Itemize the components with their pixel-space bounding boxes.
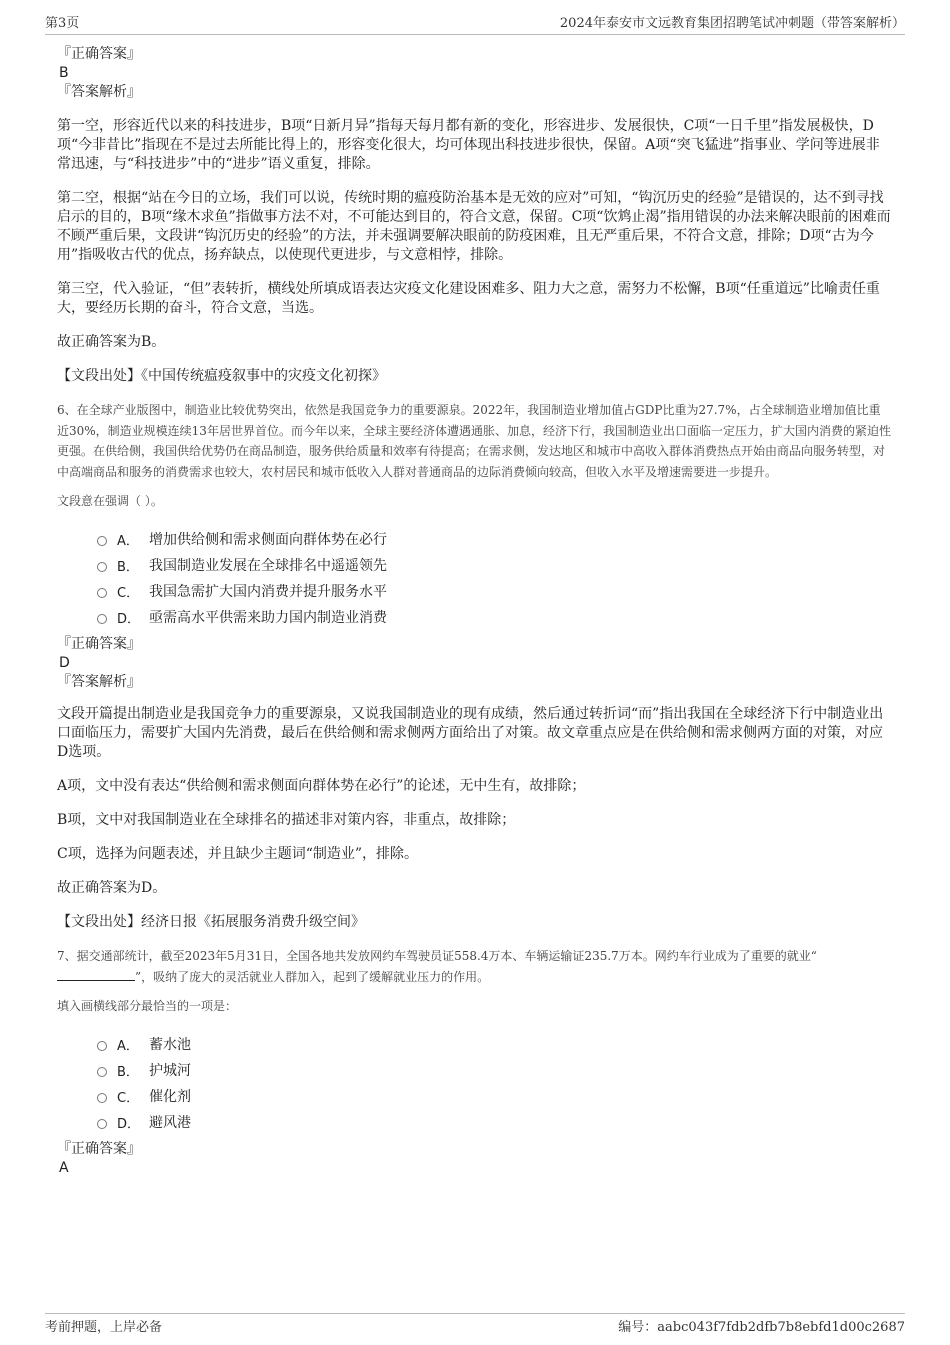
q7-answer-label: 『正确答案』	[57, 1141, 141, 1157]
q6-source: 【文段出处】经济日报《拓展服务消费升级空间》	[57, 914, 365, 930]
question-6	[57, 400, 892, 932]
radio-icon[interactable]	[97, 1041, 107, 1051]
q6-option-c[interactable]: C． 我国急需扩大国内消费并提升服务水平	[97, 578, 892, 604]
q5-answer-block	[57, 44, 892, 386]
q6-answer: D	[59, 655, 70, 671]
q5-analysis-paragraph-2: 第二空，根据“站在今日的立场，我们可以说，传统时期的瘟疫防治基本是无效的应对”可知，“钩沉历史的经验”是错误的，达不到寻找启示的目的，B项“缘木求鱼”指做事方法不对，不可能达到目的，符合文意，保留。C项“饮鸩止渴”指用错误的办法来解决眼前的困难而不顾严重后果，文段讲“钩沉历史的经验”的方法，并未强调要解决眼前的防疫困难，且无严重后果，不符合文意，排除；D项“古为今用”指吸收古代的优点，扬弃缺点，以使现代更进步，与文意相悖，排除。	[57, 190, 891, 263]
page-content	[57, 44, 892, 1177]
q6-analysis-paragraph-3: B项，文中对我国制造业在全球排名的描述非对策内容，非重点，故排除；	[57, 812, 516, 828]
q6-options	[57, 526, 892, 630]
q7-option-a[interactable]: A． 蓄水池	[97, 1031, 892, 1057]
q6-analysis-label: 『答案解析』	[57, 674, 141, 690]
q7-passage: 7、据交通部统计，截至2023年5月31日，全国各地共发放网约车驾驶员证558.4万本、车辆运输证235.7万本。网约车行业成为了重要的就业“”，吸纳了庞大的灵活就业人群加入，起到了缓解就业压力的作用。	[57, 949, 817, 984]
q7-option-c[interactable]: C． 催化剂	[97, 1083, 892, 1109]
page-number: 第3页	[45, 16, 80, 31]
q6-answer-label: 『正确答案』	[57, 636, 141, 652]
radio-icon[interactable]	[97, 536, 107, 546]
q5-analysis-paragraph-3: 第三空，代入验证，“但”表转折，横线处所填成语表达灾疫文化建设困难多、阻力大之意，需努力不松懈，B项“任重道远”比喻责任重大，要经历长期的奋斗，符合文意，当选。	[57, 281, 880, 316]
q6-analysis-paragraph-1: 文段开篇提出制造业是我国竞争力的重要源泉，又说我国制造业的现有成绩，然后通过转折词“而”指出我国在全球经济下行中制造业出口面临压力，需要扩大国内先消费，最后在供给侧和需求侧两方面给出了对策。故文章重点应是在供给侧和需求侧两方面的对策，对应D选项。	[57, 706, 884, 760]
q6-option-d[interactable]: D． 亟需高水平供需来助力国内制造业消费	[97, 604, 892, 630]
page-header	[45, 12, 905, 35]
footer-slogan: 考前押题，上岸必备	[45, 1320, 163, 1335]
fill-blank	[57, 970, 135, 981]
question-7	[57, 946, 892, 1177]
q6-stem: 文段意在强调（ ）。	[57, 494, 163, 508]
q5-analysis-paragraph-1: 第一空，形容近代以来的科技进步，B项“日新月异”指每天每月都有新的变化，形容进步、发展很快，C项“一日千里”指发展极快，D项“今非昔比”指现在不是过去所能比得上的，形容变化很大，均可体现出科技进步很快，保留。A项“突飞猛进”指事业、学问等进展非常迅速，与“科技进步”中的“进步”语义重复，排除。	[57, 118, 880, 172]
radio-icon[interactable]	[97, 1093, 107, 1103]
q5-answer: B	[59, 65, 69, 81]
q6-conclusion: 故正确答案为D。	[57, 880, 167, 896]
q6-option-a[interactable]: A． 增加供给侧和需求侧面向群体势在必行	[97, 526, 892, 552]
q5-answer-label: 『正确答案』	[57, 46, 141, 62]
radio-icon[interactable]	[97, 614, 107, 624]
document-title: 2024年泰安市文远教育集团招聘笔试冲刺题（带答案解析）	[559, 16, 905, 31]
radio-icon[interactable]	[97, 562, 107, 572]
q7-option-b[interactable]: B． 护城河	[97, 1057, 892, 1083]
q6-option-b[interactable]: B． 我国制造业发展在全球排名中遥遥领先	[97, 552, 892, 578]
q5-source: 【文段出处】《中国传统瘟疫叙事中的灾疫文化初探》	[57, 368, 386, 384]
q6-passage: 6、在全球产业版图中，制造业比较优势突出，依然是我国竞争力的重要源泉。2022年，我国制造业增加值占GDP比重为27.7%，占全球制造业增加值比重近30%，制造业规模连续13年居世界首位。而今年以来，全球主要经济体遭遇通胀、加息，经济下行，我国制造业出口面临一定压力，扩大国内消费的紧迫性更强。在供给侧，我国供给优势仍在商品制造，服务供给质量和效率有待提高；在需求侧，发达地区和城市中高收入群体消费热点开始由商品向服务转型，对中高端商品和服务的消费需求也较大，农村居民和城市低收入人群对普通商品的边际消费倾向较高，但收入水平及增速需要进一步提升。	[57, 403, 891, 479]
document-id: 编号：aabc043f7fdb2dfb7b8ebfd1d00c2687	[618, 1320, 905, 1335]
radio-icon[interactable]	[97, 1067, 107, 1077]
q5-conclusion: 故正确答案为B。	[57, 334, 166, 350]
radio-icon[interactable]	[97, 1119, 107, 1129]
page-footer	[45, 1313, 905, 1335]
q7-option-d[interactable]: D． 避风港	[97, 1109, 892, 1135]
q7-stem: 填入画横线部分最恰当的一项是：	[57, 999, 238, 1013]
q6-analysis-paragraph-2: A项，文中没有表达“供给侧和需求侧面向群体势在必行”的论述，无中生有，故排除；	[57, 778, 586, 794]
q7-options	[57, 1031, 892, 1135]
q7-answer: A	[59, 1160, 69, 1176]
q5-analysis-label: 『答案解析』	[57, 84, 141, 100]
radio-icon[interactable]	[97, 588, 107, 598]
q6-analysis-paragraph-4: C项，选择为问题表述，并且缺少主题词“制造业”，排除。	[57, 846, 419, 862]
